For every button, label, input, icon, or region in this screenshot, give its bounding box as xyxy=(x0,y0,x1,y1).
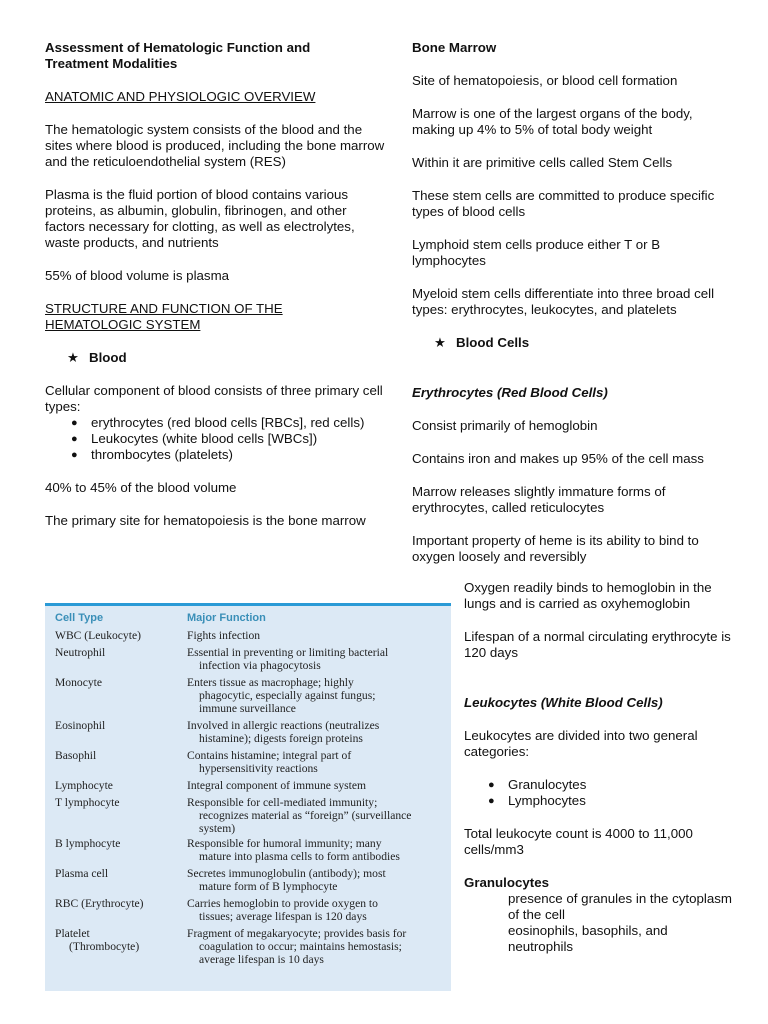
wbc-paragraph-1: Leukocytes are divided into two general categories: xyxy=(464,728,698,759)
list-item xyxy=(464,923,734,955)
overview-paragraph-2: Plasma is the fluid portion of blood contains various proteins, as albumin, globulin, fibrinogen, and other factors necessary for clotting, as well as electrolytes, waste products, and nutrients xyxy=(45,187,355,250)
list-item: ● Lymphocytes xyxy=(508,793,734,809)
marrow-paragraph-1: Site of hematopoiesis, or blood cell formation xyxy=(412,73,678,88)
function-line: Contains histamine; integral part of xyxy=(187,749,352,762)
wbc-paragraph-2: Total leukocyte count is 4000 to 11,000 cells/mm3 xyxy=(464,826,693,857)
overview-paragraph-1: The hematologic system consists of the blood and the sites where blood is produced, including the bone marrow and the reticuloendothelial system (RES) xyxy=(45,122,385,169)
cell-type xyxy=(55,796,187,835)
function-line: system) xyxy=(199,822,236,835)
cell-type xyxy=(55,867,187,893)
table-row xyxy=(45,779,451,792)
major-function xyxy=(187,779,447,792)
function-line: mature form of B lymphocyte xyxy=(199,880,338,893)
cell-type-name: Lymphocyte xyxy=(55,779,113,792)
granulocytes-heading: Granulocytes xyxy=(464,875,549,890)
blood-paragraph-3: The primary site for hematopoiesis is the bone marrow xyxy=(45,513,366,528)
function-line: tissues; average lifespan is 120 days xyxy=(199,910,367,923)
cell-type-name: Monocyte xyxy=(55,676,103,689)
function-line: mature into plasma cells to form antibodies xyxy=(199,850,400,863)
header-major-function: Major Function xyxy=(187,612,266,624)
function-line: average lifespan is 10 days xyxy=(199,953,324,966)
function-line: immune surveillance xyxy=(199,702,296,715)
cell-type xyxy=(55,629,187,642)
rbc-paragraph-2: Contains iron and makes up 95% of the cell mass xyxy=(412,451,704,466)
function-line: coagulation to occur; maintains hemostasis; xyxy=(199,940,402,953)
cell-type-name: Eosinophil xyxy=(55,719,106,732)
cell-type-name: T lymphocyte xyxy=(55,796,120,809)
structure-heading-line2: HEMATOLOGIC SYSTEM xyxy=(45,317,201,332)
overview-heading: ANATOMIC AND PHYSIOLOGIC OVERVIEW xyxy=(45,89,316,104)
marrow-paragraph-6: Myeloid stem cells differentiate into three broad cell types: erythrocytes, leukocytes, and platelets xyxy=(412,286,715,317)
marrow-paragraph-2: Marrow is one of the largest organs of the body, making up 4% to 5% of total body weight xyxy=(412,106,693,137)
function-line: Involved in allergic reactions (neutralizes xyxy=(187,719,380,732)
star-icon: ★ xyxy=(434,335,446,350)
major-function xyxy=(187,796,447,835)
leukocyte-category-list xyxy=(464,777,734,809)
rbc-paragraph-6: Lifespan of a normal circulating erythrocyte is 120 days xyxy=(464,629,731,660)
blood-heading xyxy=(45,350,385,366)
major-function xyxy=(187,837,447,863)
list-item-text: eosinophils, basophils, and neutrophils xyxy=(508,923,668,954)
table-row xyxy=(45,796,451,835)
structure-heading-line1: STRUCTURE AND FUNCTION OF THE xyxy=(45,301,283,316)
major-function xyxy=(187,676,447,715)
granulocyte-list xyxy=(464,891,734,955)
blood-paragraph-1: Cellular component of blood consists of three primary cell types: xyxy=(45,383,383,414)
function-line: Carries hemoglobin to provide oxygen to xyxy=(187,897,378,910)
function-line: recognizes material as “foreign” (surveillance xyxy=(199,809,412,822)
marrow-paragraph-5: Lymphoid stem cells produce either T or B lymphocytes xyxy=(412,237,661,268)
table-row xyxy=(45,629,451,642)
document-title-line1: Assessment of Hematologic Function and xyxy=(45,40,311,55)
right-column-lower xyxy=(464,580,734,955)
cell-type xyxy=(55,749,187,775)
rbc-paragraph-5: Oxygen readily binds to hemoglobin in the lungs and is carried as oxyhemoglobin xyxy=(464,580,712,611)
list-item: ● Granulocytes xyxy=(508,777,734,793)
major-function xyxy=(187,749,447,775)
cell-type xyxy=(55,779,187,792)
function-line: Integral component of immune system xyxy=(187,779,367,792)
cell-type xyxy=(55,927,187,966)
cell-type-name: Plasma cell xyxy=(55,867,109,880)
function-line: Essential in preventing or limiting bacterial xyxy=(187,646,389,659)
blood-paragraph-2: 40% to 45% of the blood volume xyxy=(45,480,237,495)
function-line: histamine); digests foreign proteins xyxy=(199,732,363,745)
major-function xyxy=(187,867,447,893)
blood-cell-list xyxy=(45,415,385,463)
major-function xyxy=(187,646,447,672)
cell-type-name: Basophil xyxy=(55,749,97,762)
table-row xyxy=(45,867,451,893)
list-item: ● erythrocytes (red blood cells [RBCs], red cells) xyxy=(91,415,385,431)
list-item: ● Leukocytes (white blood cells [WBCs]) xyxy=(91,431,385,447)
cell-type-name: RBC (Erythrocyte) xyxy=(55,897,144,910)
list-item: ● thrombocytes (platelets) xyxy=(91,447,385,463)
cell-type xyxy=(55,719,187,745)
function-line: Fragment of megakaryocyte; provides basis for xyxy=(187,927,407,940)
function-line: Enters tissue as macrophage; highly xyxy=(187,676,354,689)
blood-heading-label: Blood xyxy=(89,350,127,365)
function-line: Fights infection xyxy=(187,629,261,642)
table-row xyxy=(45,646,451,672)
cell-type-table xyxy=(45,603,451,991)
list-item-text: presence of granules in the cytoplasm of the cell xyxy=(508,891,732,922)
cell-type-name: B lymphocyte xyxy=(55,837,121,850)
table-row xyxy=(45,837,451,863)
erythrocytes-heading: Erythrocytes (Red Blood Cells) xyxy=(412,385,608,400)
left-column xyxy=(45,40,385,529)
list-item xyxy=(464,891,734,923)
table-row xyxy=(45,927,451,966)
function-line: infection via phagocytosis xyxy=(199,659,321,672)
leukocytes-heading: Leukocytes (White Blood Cells) xyxy=(464,695,663,710)
function-line: hypersensitivity reactions xyxy=(199,762,318,775)
cell-type-name: Neutrophil xyxy=(55,646,106,659)
blood-cells-heading-label: Blood Cells xyxy=(456,335,530,350)
major-function xyxy=(187,719,447,745)
function-line: phagocytic, especially against fungus; xyxy=(199,689,376,702)
rbc-paragraph-4: Important property of heme is its ability to bind to oxygen loosely and reversibly xyxy=(412,533,699,564)
major-function xyxy=(187,927,447,966)
cell-type xyxy=(55,837,187,863)
table-row xyxy=(45,897,451,923)
cell-type-name: Platelet xyxy=(55,927,90,940)
function-line: Responsible for cell-mediated immunity; xyxy=(187,796,378,809)
star-icon: ★ xyxy=(67,350,79,365)
table-row xyxy=(45,719,451,745)
function-line: Responsible for humoral immunity; many xyxy=(187,837,382,850)
overview-paragraph-3: 55% of blood volume is plasma xyxy=(45,268,230,283)
marrow-paragraph-3: Within it are primitive cells called Stem Cells xyxy=(412,155,673,170)
right-column xyxy=(412,40,732,565)
rbc-paragraph-3: Marrow releases slightly immature forms of erythrocytes, called reticulocytes xyxy=(412,484,666,515)
bone-marrow-heading: Bone Marrow xyxy=(412,40,497,55)
cell-type xyxy=(55,646,187,672)
function-line: Secretes immunoglobulin (antibody); most xyxy=(187,867,386,880)
table-header xyxy=(45,606,451,629)
blood-cells-heading xyxy=(412,335,732,351)
header-cell-type: Cell Type xyxy=(55,612,104,624)
document-title-line2: Treatment Modalities xyxy=(45,56,178,71)
table-body xyxy=(45,629,451,966)
rbc-paragraph-1: Consist primarily of hemoglobin xyxy=(412,418,598,433)
table-row xyxy=(45,749,451,775)
major-function xyxy=(187,897,447,923)
major-function xyxy=(187,629,447,642)
cell-type-name: WBC (Leukocyte) xyxy=(55,629,141,642)
table-row xyxy=(45,676,451,715)
cell-type-name-cont: (Thrombocyte) xyxy=(69,940,140,953)
cell-type xyxy=(55,676,187,715)
cell-type xyxy=(55,897,187,923)
marrow-paragraph-4: These stem cells are committed to produce specific types of blood cells xyxy=(412,188,715,219)
